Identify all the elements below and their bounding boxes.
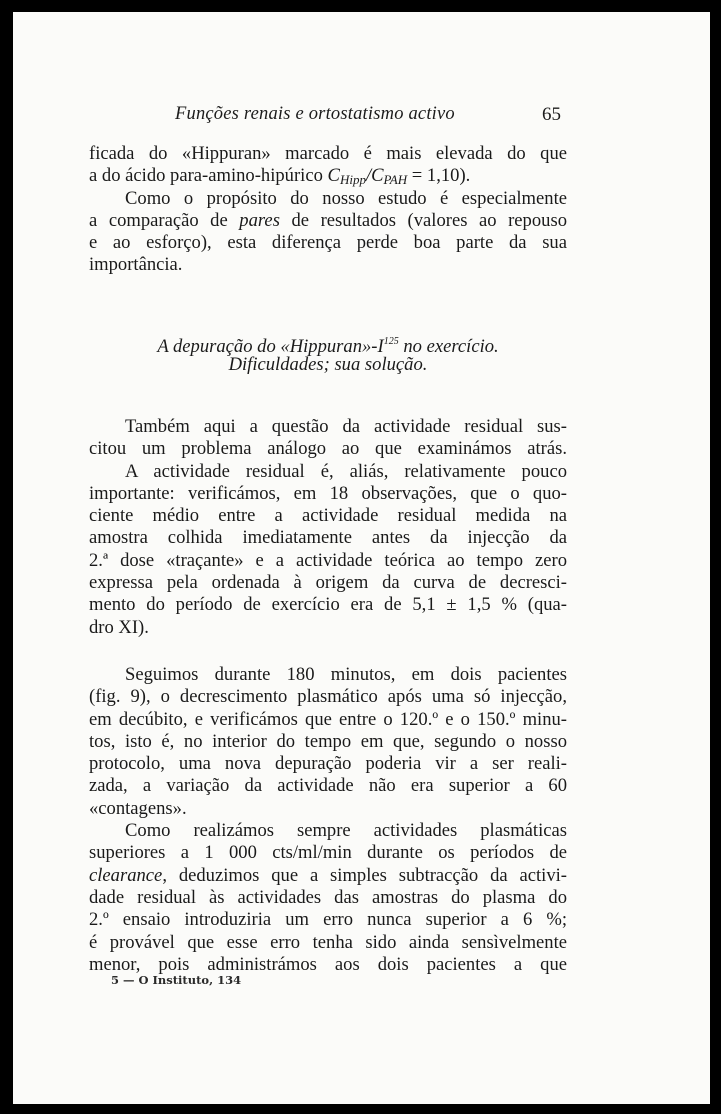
heading-line: [89, 330, 567, 357]
text-span: a comparação de: [89, 209, 240, 231]
text-line: em decúbito, e verificámos que entre o 120.º e o 150.º minu-: [89, 708, 567, 730]
text-line: Também aqui a questão da actividade residual sus-: [125, 416, 567, 437]
emphasis: clearance: [89, 864, 163, 886]
text-line: dro XI).: [89, 616, 149, 638]
text-line: importância.: [89, 254, 183, 276]
text-span: , deduzimos que a simples subtracção da activi-: [162, 864, 567, 886]
text-line: Como o propósito do nosso estudo é especialmente: [125, 187, 567, 209]
text-line: (fig. 9), o decrescimento plasmático após uma só injecção,: [89, 686, 567, 708]
text-line: 2.ª dose «traçante» e a actividade teórica ao tempo zero: [89, 549, 567, 571]
text-line: [89, 165, 567, 187]
text-line: superiores a 1 000 cts/ml/min durante os períodos de: [89, 842, 567, 864]
text-line: zada, a variação da actividade não era superior a 60: [89, 775, 567, 797]
body-text-middle: [89, 416, 567, 639]
text-line: Seguimos durante 180 minutos, em dois pacientes: [125, 664, 567, 685]
text-line: 2.º ensaio introduziria um erro nunca superior a 6 %;: [89, 909, 567, 931]
text-line: e ao esforço), esta diferença perde boa parte da sua: [89, 232, 567, 254]
heading-line: Dificuldades; sua solução.: [228, 354, 428, 375]
text-line: importante: verificámos, em 18 observações, que o quo-: [89, 482, 567, 504]
section-heading: [89, 330, 567, 376]
ratio-slash: /: [365, 165, 372, 187]
text-line: A actividade residual é, aliás, relativamente pouco: [125, 460, 567, 482]
text-line: expressa pela ordenada à origem da curva de decresci-: [89, 572, 567, 594]
text-line: tos, isto é, no interior do tempo em que, segundo o nosso: [89, 730, 567, 752]
text-line: ciente médio entre a actividade residual medida na: [89, 505, 567, 527]
ratio-subscript: Hipp: [339, 172, 366, 188]
ratio-symbol: C: [371, 165, 384, 187]
body-text-top: [89, 143, 567, 277]
page-number: 65: [542, 104, 561, 125]
text-line: menor, pois administrámos aos dois pacientes a que: [89, 953, 567, 975]
text-span: a do ácido para-amino-hipúrico: [89, 165, 323, 187]
text-span: de resultados (valores ao repouso: [279, 209, 567, 231]
text-line: amostra colhida imediatamente antes da injecção da: [89, 527, 567, 549]
text-line: «contagens».: [89, 797, 187, 819]
book-page: [13, 12, 710, 1104]
running-header: [13, 104, 710, 128]
ratio-subscript: PAH: [383, 172, 408, 188]
body-text-bottom: [89, 664, 567, 976]
ratio-symbol: C: [327, 165, 340, 187]
clearance-ratio: [328, 165, 408, 186]
text-line: Como realizámos sempre actividades plasmáticas: [125, 820, 567, 842]
text-line: [89, 865, 567, 887]
printer-signature: 5 — O Instituto, 134: [111, 973, 242, 987]
header-title: Funções renais e ortostatismo activo: [175, 104, 455, 124]
ratio-value: = 1,10).: [407, 165, 471, 187]
emphasis: pares: [239, 209, 280, 231]
text-line: dade residual às actividades das amostras do plasma do: [89, 886, 567, 908]
text-line: é provável que esse erro tenha sido ainda sensìvelmente: [89, 931, 567, 953]
heading-text: A depuração do «Hippuran»-I: [157, 336, 384, 357]
text-line: protocolo, uma nova depuração poderia vir a ser reali-: [89, 753, 567, 775]
text-line: mento do período de exercício era de 5,1 ± 1,5 % (qua-: [89, 594, 567, 616]
heading-text: no exercício.: [398, 336, 499, 357]
text-line: [89, 210, 567, 232]
text-line: ficada do «Hippuran» marcado é mais elevada do que: [89, 143, 567, 164]
text-line: citou um problema análogo ao que examinámos atrás.: [89, 438, 567, 460]
isotope-superscript: 125: [383, 336, 399, 347]
